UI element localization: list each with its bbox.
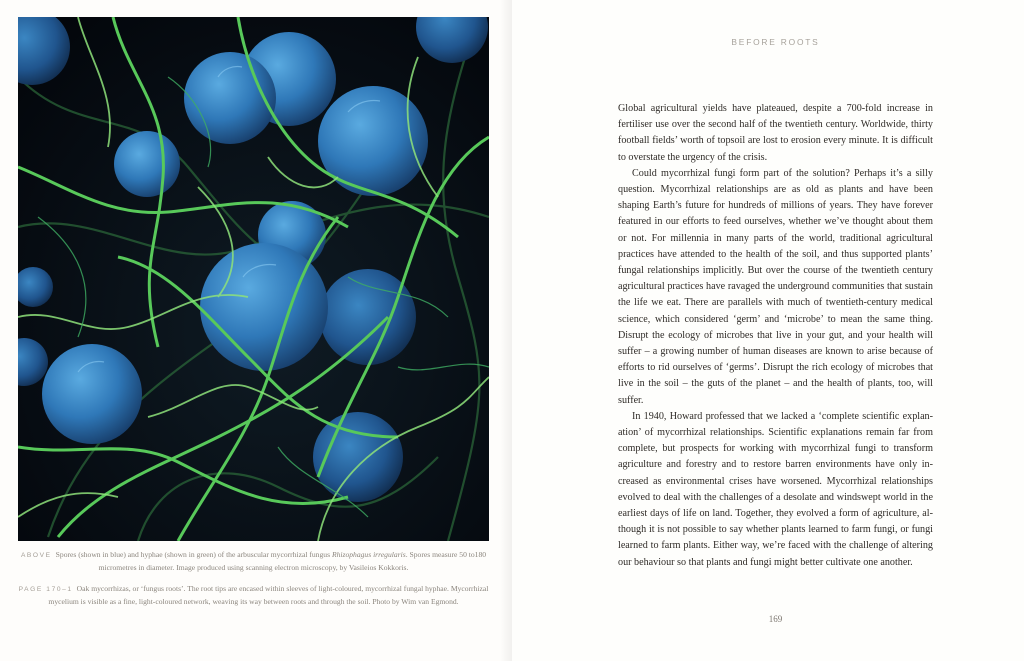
body-text xyxy=(618,101,933,571)
paragraph-1: Global agricultural yields have plateaued, despite a 700-fold increase in fertiliser use over the second half of the twentieth century. Worldwide, thirty football fields’ worth of topsoil are lost to erosion every minute. It is difficult to overstate the urgency of the crisis. xyxy=(618,103,933,163)
caption-page-ref-label: PAGE 170–1 xyxy=(18,586,73,593)
page-number: 169 xyxy=(768,614,783,624)
caption-above-text-1: Spores (shown in blue) and hyphae (shown in green) of the arbuscular mycorrhizal fungus xyxy=(55,550,332,559)
caption-above-text-2: . Spores measure 50 to180 micrometres in diameter. Image produced using scanning electron microscopy, by Vasileios Kokkoris. xyxy=(98,550,487,572)
spores-hyphae-illustration xyxy=(18,17,489,541)
caption-above xyxy=(18,549,489,573)
caption-above-label: ABOVE xyxy=(20,552,52,559)
caption-page-ref-text: Oak mycorrhizas, or ‘fungus roots’. The root tips are encased within sleeves of light-coloured, mycorrhizal fungal hyphae. Mycorrhizal mycelium is visible as a fine, light-coloured network, weaving its way between roots and through the soil. Photo by Wim van Egmond. xyxy=(48,584,489,606)
running-head: BEFORE ROOTS xyxy=(731,37,820,47)
caption-page-ref xyxy=(18,583,489,607)
paragraph-3: In 1940, Howard professed that we lacked a ‘complete scientific explanation’ of mycorrhizal relationships. Scientific explanations remain far from complete, but prospects for working with mycorrhizal fungi to transform agriculture and forestry and to restore barren environments have only increased as environmental crises have worsened. Mycorrhizal relationships evolved to deal with the challenges of a desolate and windswept world in the earliest days of life on land. Together, they evolved a form of agriculture, although it is not possible to say whether plants learned to farm fungi, or fungi learned to farm plants. Either way, we’re faced with the challenge of altering our behaviour so that plants and fungi might better cultivate one another. xyxy=(618,410,933,568)
caption-species-name: Rhizophagus irregularis xyxy=(331,550,406,559)
micrograph-photo xyxy=(18,17,489,541)
paragraph-2: Could mycorrhizal fungi form part of the solution? Perhaps it’s a silly question. Mycorrhizal relationships are as old as plants and have been shaping Earth’s future for hundreds of millions of years. They have forever featured in our efforts to feed ourselves, whether we’ve thought about them or not. For millennia in many parts of the world, traditional agricultural practices have attended to the health of the soil, and thus supported plants’ fungal relationships implicitly. But over the course of the twentieth century agricultural practices have ravaged the underground communities that sustain the life we eat. There are parallels with much of twentieth-century medical science, which considered ‘germ’ and ‘microbe’ to mean the same thing. Disrupt the ecology of microbes that live in your gut, and your health will suffer – a growing number of human diseases are known to arise because of efforts to rid ourselves of ‘germs’. Disrupt the rich ecology of microbes that live in the soil – the guts of the planet – and the health of plants, too, will suffer. xyxy=(618,167,933,406)
